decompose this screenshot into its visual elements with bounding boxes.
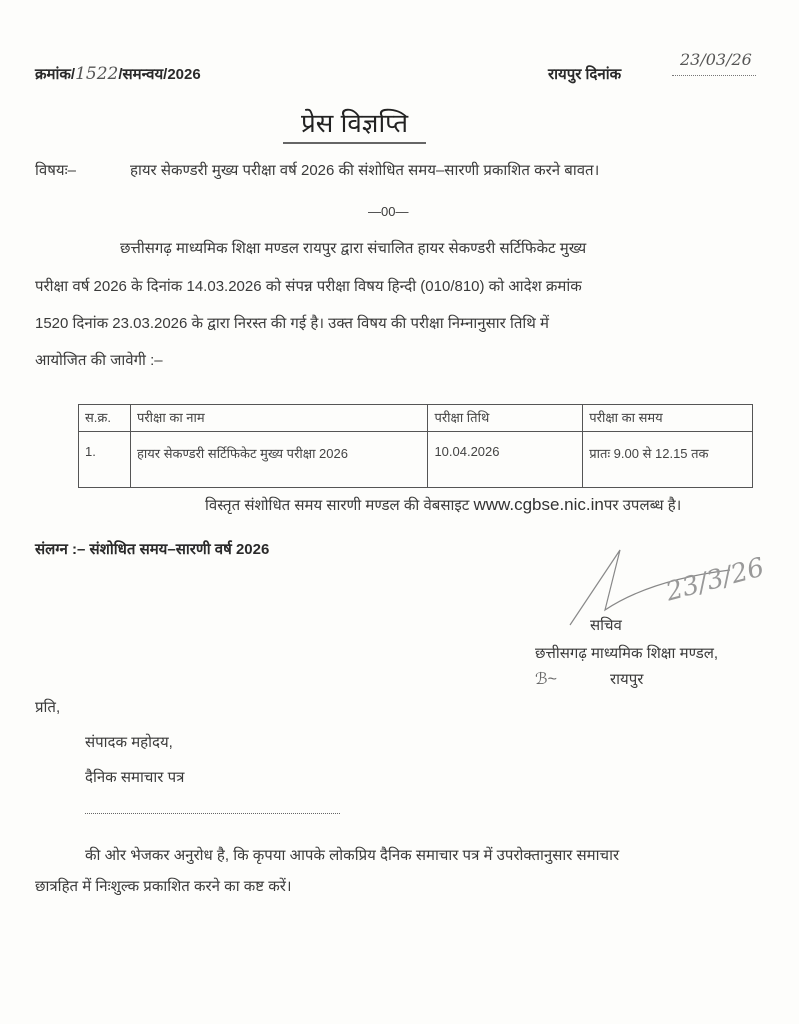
table-header-row <box>79 405 753 432</box>
exam-schedule-table <box>78 404 753 488</box>
website-link[interactable]: www.cgbse.nic.in <box>473 495 604 514</box>
recipient-line: दैनिक समाचार पत्र <box>85 769 185 786</box>
signatory-city: रायपुर <box>610 671 644 688</box>
cell-exam-time: प्रातः 9.00 से 12.15 तक <box>583 432 753 488</box>
header-serial: स.क्र. <box>79 405 131 432</box>
recipient-label: प्रति, <box>35 699 61 716</box>
subject-label: विषयः– <box>35 162 76 179</box>
subject-text: हायर सेकण्डरी मुख्य परीक्षा वर्ष 2026 की संशोधित समय–सारणी प्रकाशित करने बावत। <box>130 162 600 179</box>
header-exam-date: परीक्षा तिथि <box>428 405 583 432</box>
recipient-line: संपादक महोदय, <box>85 734 173 751</box>
initials-icon: ℬ~ <box>535 671 557 688</box>
dotted-line <box>85 812 340 814</box>
table-row <box>79 432 753 488</box>
separator: —00— <box>368 204 409 219</box>
cell-exam-date: 10.04.2026 <box>428 432 583 488</box>
cell-exam-name: हायर सेकण्डरी सर्टिफिकेट मुख्य परीक्षा 2026 <box>130 432 427 488</box>
reference-number <box>35 64 201 84</box>
date-handwritten: 23/03/26 <box>672 50 756 76</box>
header-exam-name: परीक्षा का नाम <box>130 405 427 432</box>
cell-serial: 1. <box>79 432 131 488</box>
closing-line: की ओर भेजकर अनुरोध है, कि कृपया आपके लोकप्रिय दैनिक समाचार पत्र में उपरोक्तानुसार समाचार <box>85 847 620 864</box>
place-date-label: रायपुर दिनांक <box>548 66 622 83</box>
signature-date-handwritten: 23/3/26 <box>662 552 768 608</box>
body-line: 1520 दिनांक 23.03.2026 के द्वारा निरस्त की गई है। उक्त विषय की परीक्षा निम्नानुसार तिथि में <box>35 315 550 332</box>
body-line: छत्तीसगढ़ माध्यमिक शिक्षा मण्डल रायपुर द्वारा संचालित हायर सेकण्डरी सर्टिफिकेट मुख्य <box>120 240 587 257</box>
website-suffix: पर उपलब्ध है। <box>603 497 682 514</box>
ref-prefix: क्रमांक/ <box>35 66 76 83</box>
signatory-organization: छत्तीसगढ़ माध्यमिक शिक्षा मण्डल, <box>535 645 719 662</box>
body-line: परीक्षा वर्ष 2026 के दिनांक 14.03.2026 को संपन्न परीक्षा विषय हिन्दी (010/810) को आदेश क्रमांक <box>35 278 582 295</box>
header-exam-time: परीक्षा का समय <box>583 405 753 432</box>
body-line: आयोजित की जावेगी :– <box>35 352 163 369</box>
ref-suffix: /समन्वय/2026 <box>118 66 201 83</box>
page-title: प्रेस विज्ञप्ति <box>283 104 426 144</box>
closing-line: छात्रहित में निःशुल्क प्रकाशित करने का कष्ट करें। <box>35 878 292 895</box>
signatory-designation: सचिव <box>590 617 622 634</box>
attachment-note: संलग्न :– संशोधित समय–सारणी वर्ष 2026 <box>35 541 270 558</box>
ref-number-handwritten: 1522 <box>75 64 119 84</box>
website-prefix: विस्तृत संशोधित समय सारणी मण्डल की वेबसाइट <box>205 497 470 514</box>
website-line <box>205 495 681 515</box>
